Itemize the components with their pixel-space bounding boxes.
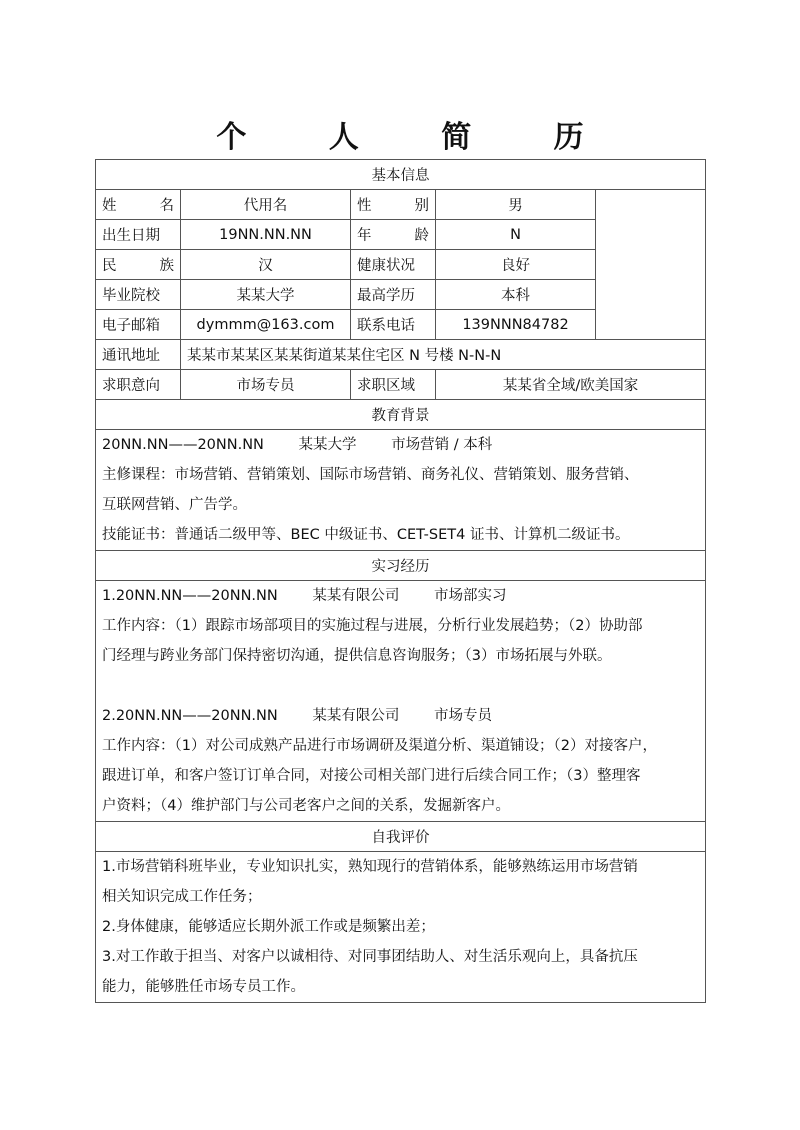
intent-label: 求职意向 [96,370,181,400]
region-label: 求职区域 [351,370,436,400]
gender-label: 性别 [351,190,436,220]
job2-duty-line-2: 跟进订单，和客户签订订单合同，对接公司相关部门进行后续合同工作；（3）整理客 [102,768,641,784]
education-block-row [96,430,706,551]
education-block [96,430,706,551]
self-block-row [96,852,706,1003]
email-value: dymmm@163.com [181,310,351,340]
section-header-education: 教育背景 [96,400,706,430]
age-label: 年龄 [351,220,436,250]
name-label: 姓名 [96,190,181,220]
photo-area [596,190,706,340]
email-label: 电子邮箱 [96,310,181,340]
ethnicity-label: 民族 [96,250,181,280]
age-value: N [436,220,596,250]
job2-role: 市场专员 [433,708,492,724]
section-row-self [96,822,706,852]
gender-value: 男 [436,190,596,220]
resume-table [95,159,706,1003]
degree-label: 最高学历 [351,280,436,310]
job2-period: 2.20NN.NN——20NN.NN [102,708,278,724]
dob-value: 19NN.NN.NN [181,220,351,250]
name-value: 代用名 [181,190,351,220]
school-label: 毕业院校 [96,280,181,310]
internship-block-row [96,581,706,822]
health-value: 良好 [436,250,596,280]
job1-summary-line [102,581,699,611]
self-line-5: 能力，能够胜任市场专员工作。 [102,979,305,995]
job2-duty-line-3: 户资料；（4）维护部门与公司老客户之间的关系，发掘新客户。 [102,798,510,814]
section-header-basic: 基本信息 [96,160,706,190]
job1-period: 1.20NN.NN——20NN.NN [102,588,278,604]
section-header-self: 自我评价 [96,822,706,852]
phone-label: 联系电话 [351,310,436,340]
internship-block [96,581,706,822]
region-value: 某某省全域/欧美国家 [436,370,706,400]
dob-label: 出生日期 [96,220,181,250]
page-title: 个 人 简 历 [216,120,620,155]
job2-company: 某某有限公司 [312,708,400,724]
section-row-internship [96,551,706,581]
education-school: 某某大学 [298,437,357,453]
job1-duty-line-2: 门经理与跨业务部门保持密切沟通，提供信息咨询服务；（3）市场拓展与外联。 [102,648,612,664]
job2-duty-line-1: 工作内容：（1）对公司成熟产品进行市场调研及渠道分析、渠道铺设；（2）对接客户， [102,738,657,754]
section-row-basic [96,160,706,190]
self-line-4: 3.对工作敢于担当、对客户以诚相待、对同事团结助人、对生活乐观向上，具备抗压 [102,949,638,965]
job1-role: 市场部实习 [433,588,507,604]
degree-value: 本科 [436,280,596,310]
health-label: 健康状况 [351,250,436,280]
education-skills-line: 技能证书：普通话二级甲等、BEC 中级证书、CET-SET4 证书、计算机二级证书。 [102,527,630,543]
address-label: 通讯地址 [96,340,181,370]
address-value: 某某市某某区某某街道某某住宅区 N 号楼 N-N-N [181,340,706,370]
intent-value: 市场专员 [181,370,351,400]
self-line-2: 相关知识完成工作任务； [102,889,262,905]
education-major: 市场营销 / 本科 [391,437,493,453]
school-value: 某某大学 [181,280,351,310]
self-block [96,852,706,1003]
row-name [96,190,706,220]
education-period: 20NN.NN——20NN.NN [102,437,264,453]
section-header-internship: 实习经历 [96,551,706,581]
row-address [96,340,706,370]
row-intent [96,370,706,400]
job1-company: 某某有限公司 [312,588,400,604]
education-courses-line-1: 主修课程：市场营销、营销策划、国际市场营销、商务礼仪、营销策划、服务营销、 [102,467,639,483]
ethnicity-value: 汉 [181,250,351,280]
self-line-1: 1.市场营销科班毕业，专业知识扎实，熟知现行的营销体系，能够熟练运用市场营销 [102,859,638,875]
job1-duty-line-1: 工作内容：（1）跟踪市场部项目的实施过程与进展，分析行业发展趋势；（2）协助部 [102,618,643,634]
job-spacer [102,671,699,701]
phone-value: 139NNN84782 [436,310,596,340]
job2-summary-line [102,701,699,731]
education-summary-line [102,430,699,460]
self-line-3: 2.身体健康，能够适应长期外派工作或是频繁出差； [102,919,435,935]
section-row-education [96,400,706,430]
education-courses-line-2: 互联网营销、广告学。 [102,497,247,513]
